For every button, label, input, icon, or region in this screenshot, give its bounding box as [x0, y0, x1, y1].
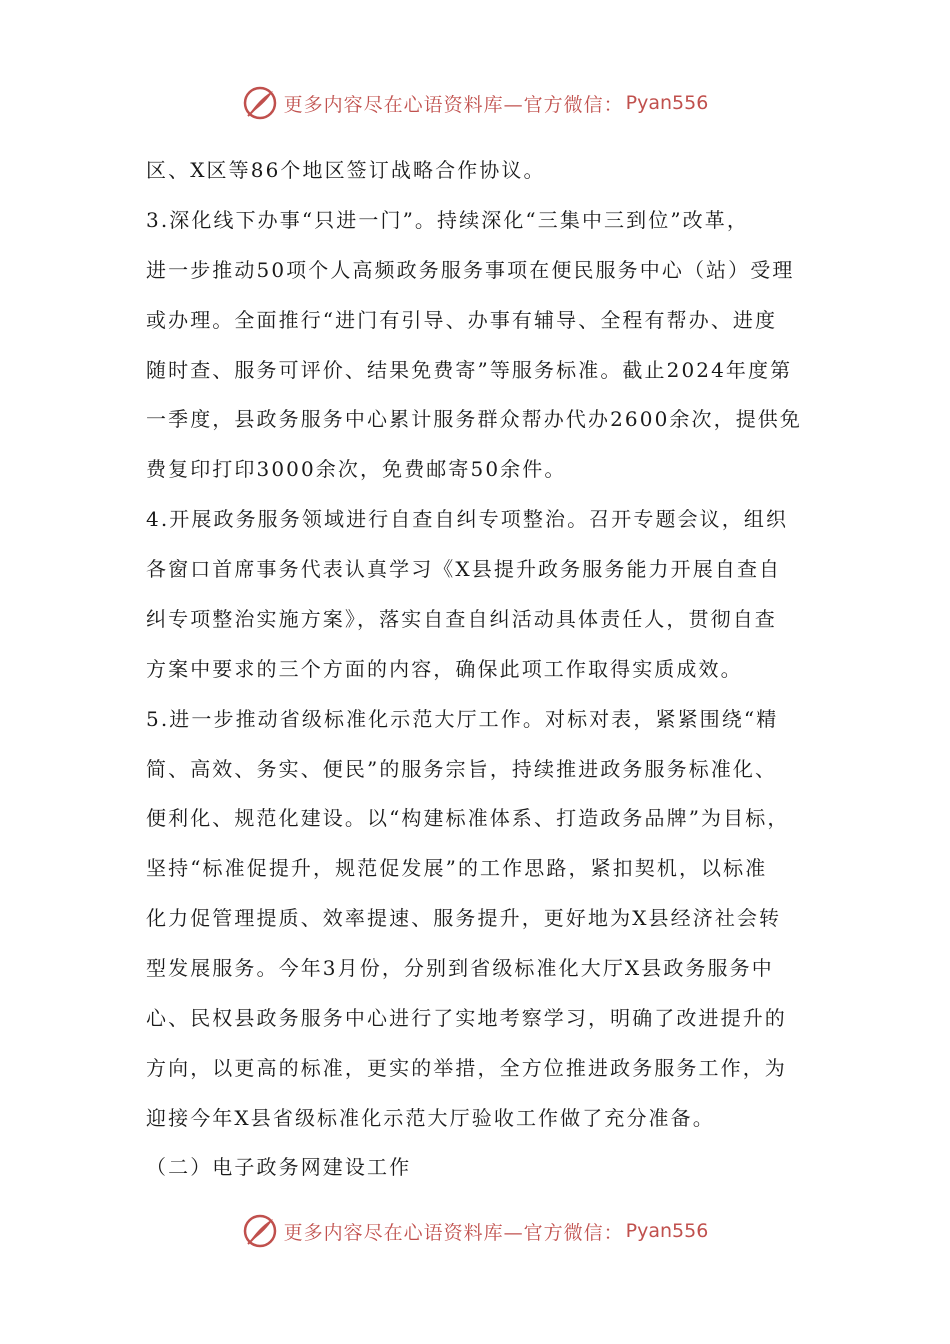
body-line: 型发展服务。今年3月份，分别到省级标准化大厅X县政务服务中	[146, 956, 774, 980]
watermark-wechat-id: Pyan556	[625, 92, 709, 114]
footer-watermark	[0, 1211, 950, 1251]
body-line: 坚持“标准促提升，规范促发展”的工作思路，紧扣契机，以标准	[146, 856, 768, 880]
body-line: 3.深化线下办事“只进一门”。持续深化“三集中三到位”改革，	[146, 208, 749, 232]
body-line: 化力促管理提质、效率提速、服务提升，更好地为X县经济社会转	[146, 906, 782, 930]
body-line: 区、X区等86个地区签订战略合作协议。	[146, 158, 546, 182]
body-line: 心、民权县政务服务中心进行了实地考察学习，明确了改进提升的	[146, 1006, 787, 1030]
body-line: 4.开展政务服务领域进行自查自纠专项整治。召开专题会议，组织	[146, 507, 789, 531]
quill-logo-icon	[242, 85, 278, 121]
section-heading: （二）电子政务网建设工作	[146, 1155, 412, 1179]
body-line: 方向，以更高的标准，更实的举措，全方位推进政务服务工作，为	[146, 1056, 787, 1080]
watermark-wechat-id: Pyan556	[625, 1220, 709, 1242]
header-watermark	[0, 83, 950, 123]
body-line: 随时查、服务可评价、结果免费寄”等服务标准。截止2024年度第	[146, 358, 793, 382]
body-line: 纠专项整治实施方案》，落实自查自纠活动具体责任人，贯彻自查	[146, 607, 777, 631]
body-line: 简、高效、务实、便民”的服务宗旨，持续推进政务服务标准化、	[146, 757, 778, 781]
body-line: 5.进一步推动省级标准化示范大厅工作。对标对表，紧紧围绕“精	[146, 707, 779, 731]
body-line: 迎接今年X县省级标准化示范大厅验收工作做了充分准备。	[146, 1106, 715, 1130]
body-line: 便利化、规范化建设。以“构建标准体系、打造政务品牌”为目标，	[146, 806, 790, 830]
body-line: 一季度，县政务服务中心累计服务群众帮办代办2600余次，提供免	[146, 407, 802, 431]
watermark-text: 更多内容尽在心语资料库—官方微信：	[283, 93, 624, 116]
body-line: 费复印打印3000余次，免费邮寄50余件。	[146, 457, 567, 481]
body-line: 方案中要求的三个方面的内容，确保此项工作取得实质成效。	[146, 657, 743, 681]
body-line: 或办理。全面推行“进门有引导、办事有辅导、全程有帮办、进度	[146, 308, 778, 332]
quill-logo-icon	[242, 1213, 278, 1249]
body-line: 各窗口首席事务代表认真学习《X县提升政务服务能力开展自查自	[146, 557, 782, 581]
body-line: 进一步推动50项个人高频政务服务事项在便民服务中心（站）受理	[146, 258, 795, 282]
watermark-text: 更多内容尽在心语资料库—官方微信：	[283, 1221, 624, 1244]
